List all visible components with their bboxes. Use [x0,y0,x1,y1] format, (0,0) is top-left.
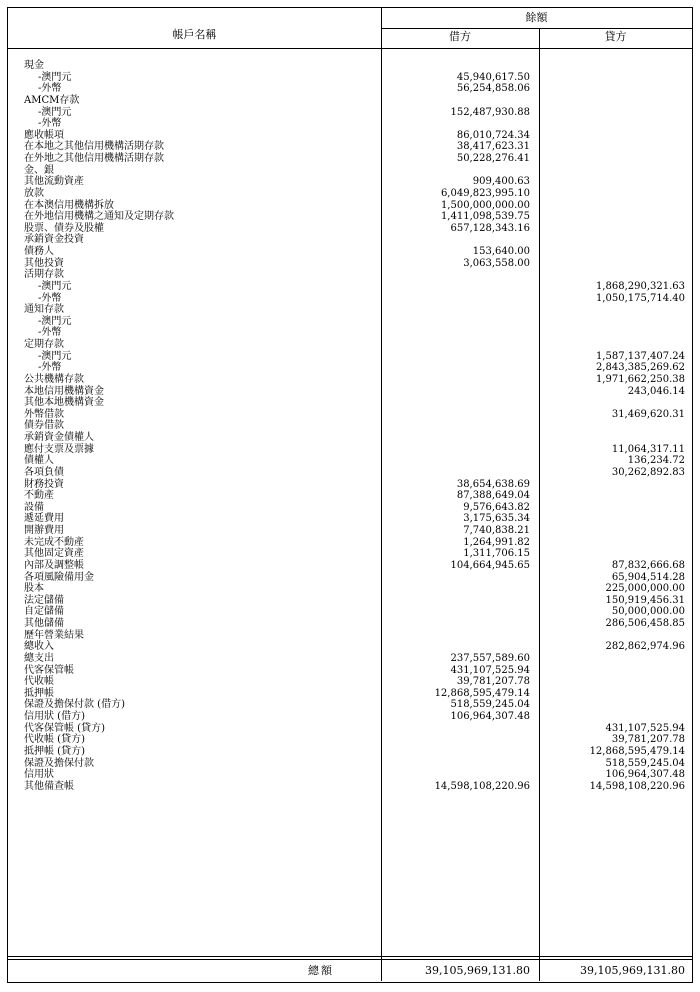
credit-value: 106,964,307.48 [605,769,685,781]
account-name: 保證及擔保付款 (借方) [24,699,125,711]
header-rule-bottom [8,48,692,49]
account-name: 法定儲備 [24,594,64,606]
credit-value: 150,919,456.31 [605,594,685,606]
account-name: 抵押帳 [24,687,54,699]
account-name: 代收帳 (貸方) [24,734,85,746]
account-name: -澳門元 [38,106,72,118]
debit-value: 1,311,706.15 [463,548,530,560]
account-name: 債券借款 [24,420,64,432]
table-row [8,83,692,95]
table-row [8,234,692,246]
total-credit: 39,105,969,131.80 [580,964,685,977]
credit-value: 136,234.72 [627,455,685,467]
account-name: 其他備查帳 [24,780,74,792]
table-row [8,502,692,514]
account-name: 現金 [24,60,44,71]
table-row [8,513,692,525]
account-name: -澳門元 [38,280,72,292]
table-row [8,107,692,119]
debit-value: 1,264,991.82 [463,536,530,548]
table-row [8,455,692,467]
debit-value: 86,010,724.34 [456,129,530,141]
account-name: 歷年營業結果 [24,629,84,641]
account-name: 開辦費用 [24,525,64,536]
account-name: 承銷資金投資 [24,234,84,246]
table-row [8,118,692,130]
account-name: 其他固定資產 [24,548,84,560]
account-name: 代客保管帳 [24,664,74,676]
table-row [8,258,692,270]
debit-value: 9,576,643.82 [463,501,530,513]
account-name: 在外地信用機構之通知及定期存款 [24,211,174,223]
table-row [8,432,692,444]
debit-value: 237,557,589.60 [450,652,530,664]
debit-value: 56,254,858.06 [456,83,530,95]
account-name: 應收帳項 [24,129,64,141]
table-row [8,176,692,188]
debit-value: 87,388,649.04 [456,490,530,502]
account-name: 總收入 [24,641,54,653]
account-name: 本地信用機構資金 [24,385,104,397]
table-row [8,688,692,700]
table-row [8,548,692,560]
account-name: 應付支票及票據 [24,443,94,455]
debit-value: 1,500,000,000.00 [440,199,530,211]
table-row [8,281,692,293]
account-name: 承銷資金債權人 [24,432,94,443]
header-debit: 借方 [449,30,471,43]
account-name: 各項風險備用金 [24,571,94,583]
account-name: 信用狀 (借方) [24,711,85,722]
table-row [8,293,692,305]
account-name: 抵押帳 (貸方) [24,745,85,757]
table-row [8,653,692,665]
debit-value: 6,049,823,995.10 [440,187,530,199]
debit-value: 106,964,307.48 [450,711,530,722]
account-name: -澳門元 [38,350,72,362]
table-row [8,606,692,618]
credit-value: 50,000,000.00 [611,606,685,618]
account-name: -外幣 [38,118,62,130]
account-name: 其他投資 [24,257,64,269]
table-row [8,223,692,235]
header-rule-top [381,28,692,29]
table-row [8,304,692,316]
credit-value: 431,107,525.94 [605,722,685,734]
account-name: 內部及調整帳 [24,559,84,571]
credit-value: 14,598,108,220.96 [589,780,685,792]
table-row [8,758,692,770]
credit-value: 225,000,000.00 [605,583,685,595]
table-row [8,467,692,479]
credit-value: 286,506,458.85 [605,618,685,629]
debit-value: 3,063,558.00 [463,257,530,269]
debit-value: 152,487,930.88 [450,106,530,118]
account-name: 債權人 [24,455,54,467]
debit-value: 50,228,276.41 [456,153,530,164]
account-name: 放款 [24,187,44,199]
total-row [8,960,692,982]
table-row [8,490,692,502]
credit-value: 87,832,666.68 [611,559,685,571]
credit-value: 1,050,175,714.40 [595,292,685,304]
balance-table [7,7,693,983]
table-row [8,676,692,688]
total-rule [8,956,692,957]
table-row [8,723,692,735]
table-row [8,60,692,72]
table-row [8,781,692,793]
table-row [8,641,692,653]
account-name: -外幣 [38,327,62,339]
account-name: -澳門元 [38,315,72,327]
account-name: 債務人 [24,246,54,257]
table-row [8,479,692,491]
debit-value: 39,781,207.78 [456,676,530,688]
account-name: 財務投資 [24,478,64,490]
debit-value: 518,559,245.04 [450,699,530,711]
table-row [8,560,692,572]
table-row [8,327,692,339]
debit-value: 657,128,343.16 [450,222,530,234]
debit-value: 909,400.63 [472,176,530,188]
table-row [8,444,692,456]
credit-value: 282,862,974.96 [605,641,685,653]
account-name: 代收帳 [24,676,54,688]
debit-value: 7,740,838.21 [463,525,530,536]
credit-value: 2,843,385,269.62 [595,362,685,374]
account-name: 其他本地機構資金 [24,397,104,409]
table-row [8,316,692,328]
table-row [8,397,692,409]
account-rows [8,60,692,792]
account-name: 活期存款 [24,269,64,281]
table-row [8,386,692,398]
account-name: 總支出 [24,652,54,664]
account-name: 在本地之其他信用機構活期存款 [24,141,164,153]
account-name: 遞延費用 [24,513,64,525]
header-credit: 貸方 [604,30,627,43]
table-row [8,699,692,711]
table-row [8,351,692,363]
credit-value: 243,046.14 [627,385,685,397]
header-account-name: 帳戶名稱 [172,28,217,41]
table-row [8,246,692,258]
account-name: -外幣 [38,292,62,304]
account-name: 外幣借款 [24,408,64,420]
table-row [8,583,692,595]
table-row [8,537,692,549]
table-row [8,374,692,386]
account-name: -外幣 [38,83,62,95]
table-row [8,630,692,642]
table-row [8,211,692,223]
table-row [8,269,692,281]
account-name: 代客保管帳 (貸方) [24,722,105,734]
table-row [8,665,692,677]
account-name: 通知存款 [24,304,64,316]
account-name: 設備 [24,501,44,513]
debit-value: 3,175,635.34 [463,513,530,525]
account-name: -外幣 [38,362,62,374]
table-row [8,130,692,142]
account-name: 金、銀 [24,164,54,176]
debit-value: 1,411,098,539.75 [440,211,530,223]
credit-value: 1,868,290,321.63 [595,280,685,292]
account-name: 在本澳信用機構拆放 [24,199,114,211]
debit-value: 12,868,595,479.14 [434,687,530,699]
account-name: -澳門元 [38,71,72,83]
table-row [8,153,692,165]
table-row [8,420,692,432]
account-name: 保證及擔保付款 [24,757,94,769]
total-label: 總額 [308,964,334,977]
credit-value: 11,064,317.11 [611,443,685,455]
credit-value: 30,262,892.83 [611,466,685,478]
debit-value: 38,654,638.69 [456,478,530,490]
credit-value: 1,587,137,407.24 [595,350,685,362]
credit-value: 31,469,620.31 [611,408,685,420]
account-name: 股票、債券及股權 [24,222,104,234]
account-name: 其他流動資產 [24,176,84,188]
table-row [8,165,692,177]
table-row [8,188,692,200]
debit-value: 45,940,617.50 [456,71,530,83]
debit-value: 104,664,945.65 [450,559,530,571]
table-row [8,339,692,351]
debit-value: 153,640.00 [472,246,530,257]
debit-value: 431,107,525.94 [450,664,530,676]
credit-value: 1,971,662,250.38 [595,373,685,385]
account-name: 股本 [24,583,44,595]
account-name: 信用狀 [24,769,54,781]
credit-value: 518,559,245.04 [605,757,685,769]
table-row [8,362,692,374]
credit-value: 39,781,207.78 [611,734,685,746]
table-row [8,618,692,630]
account-name: 各項負債 [24,466,64,478]
account-name: 定期存款 [24,339,64,350]
table-row [8,595,692,607]
debit-value: 14,598,108,220.96 [434,780,530,792]
table-row [8,572,692,584]
total-debit: 39,105,969,131.80 [425,964,530,977]
table-row [8,734,692,746]
account-name: 不動產 [24,490,54,502]
table-row [8,409,692,421]
table-row [8,746,692,758]
table-row [8,769,692,781]
account-name: 公共機構存款 [24,373,84,385]
header-balance: 餘額 [525,11,548,24]
credit-value: 12,868,595,479.14 [589,745,685,757]
account-name: 自定儲備 [24,606,64,618]
account-name: 在外地之其他信用機構活期存款 [24,153,164,164]
account-name: 其他儲備 [24,618,64,629]
table-row [8,711,692,723]
table-row [8,200,692,212]
credit-value: 65,904,514.28 [611,571,685,583]
debit-value: 38,417,623.31 [456,141,530,153]
account-name: AMCM存款 [24,94,80,106]
table-row [8,95,692,107]
table-row [8,72,692,84]
account-name: 未完成不動產 [24,536,84,548]
table-row [8,525,692,537]
table-row [8,141,692,153]
